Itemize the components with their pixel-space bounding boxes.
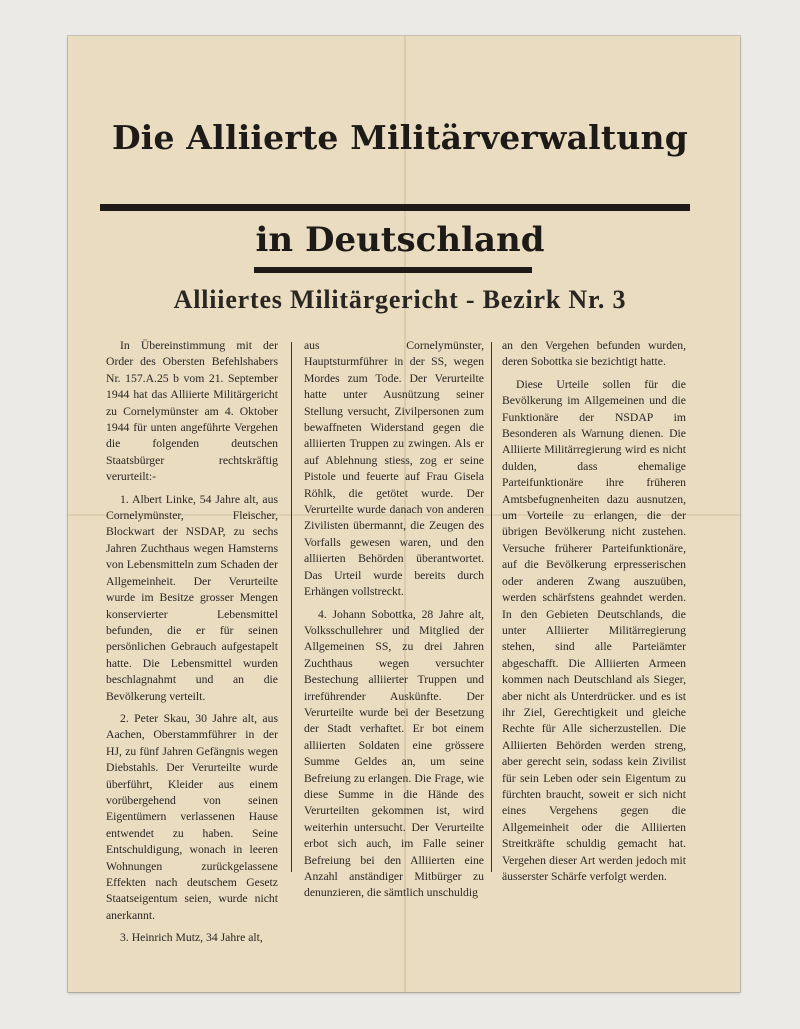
verdict-4-paragraph-continued: an den Vergehen befunden wurden, deren Sobottka sie bezichtigt hatte. [502,339,686,369]
document-subtitle: Alliiertes Militärgericht - Bezirk Nr. 3 [173,285,627,314]
text-column-3 [502,338,686,891]
verdict-1-paragraph: 1. Albert Linke, 54 Jahre alt, aus Cornelymünster, Fleischer, Blockwart der NSDAP, zu sechs Jahren Zuchthaus wegen Hamsterns von Lebensmitteln zum Schaden der Allgemeinheit. Der Verurteilte wurde im Besitze grosser Mengen konservierter Lebensmittel befunden, die er für seinen persönlichen Gebrauch aufgestapelt hatte. Die Lebensmittel wurden beschlagnahmt und an die Bevölkerung verteilt. [106,492,278,703]
document-title-line-2: in Deutschland [255,220,545,260]
document-title: Die Alliierte Militärverwaltung [111,118,689,157]
verdict-4-paragraph: 4. Johann Sobottka, 28 Jahre alt, Volksschullehrer und Mitglied der Allgemeinen SS, zu drei Jahren Zuchthaus wegen versuchter Bestechung alliierter Truppen und irreführender Auskünfte. Der Verurteilte wurde bei der Besetzung der Stadt verhaftet. Er bot einem alliierten Soldaten eine grössere Summe Geldes an, um seine Befreiung zu erlangen. Die Frage, wie diese Summe in die Hände des Verurteilten gekommen ist, wird weiterhin untersucht. Der Verurteilte erbot sich auch, im Falle seiner Befreiung bei den Alliierten eine Anzahl anständiger Mitbürger zu denunzieren, die sämtlich unschuldig [304,607,484,900]
column-divider-1 [291,342,292,872]
verdict-3-paragraph-start: 3. Heinrich Mutz, 34 Jahre alt, [120,931,263,945]
text-column-1 [106,338,278,953]
verdict-3-paragraph-continued: aus Cornelymünster, Hauptsturmführer in der SS, wegen Mordes zum Tode. Der Verurteilte hatte unter Ausnützung seiner Stellung versucht, Zivilpersonen zum bewaffneten Widerstand gegen die alliierten Truppen zu zwingen. Als er auf Ablehnung stiess, zog er seine Pistole und feuerte auf Frau Gisela Röhlk, die getötet wurde. Der Verurteilte wurde danach von anderen Zivilisten übermannt, die Zeugen des Vorfalls gewesen waren, und den alliierten Behörden überantwortet. Das Urteil wurde bereits durch Erhängen vollstreckt. [304,339,484,599]
text-column-2 [304,338,484,908]
warning-paragraph: Diese Urteile sollen für die Bevölkerung im Allgemeinen und die Funktionäre der NSDAP im Besonderen als Warnung dienen. Die Alliierte Militärregierung wird es nicht dulden, dass ehemalige Parteifunktionäre ihre früheren Amtsbefugnenheiten dazu ausnutzen, um Vorteile zu erlangen, die der übrigen Bevölkerung nicht zustehen. Versuche früherer Parteifunktionäre, auf die Bevölkerung erpresserischen oder anderen Zwang auszuüben, werden schärfstens geahndet werden. In den Gebieten Deutschlands, die unter Alliierter Militärregierung stehen, sind alle Parteiämter abgeschafft. Die Alliierten Armeen kommen nach Deutschland als Sieger, aber nicht als Unterdrücker. und es ist ihr Ziel, Gerechtigkeit und gleiche Rechte für Alle sicherzustellen. Die Alliierten Behörden werden streng, aber gerecht sein, sodass kein Zivilist für sein Leben oder sein Eigentum zu fürchten braucht, soweit er sich nicht eines Vergehens gegen die Allgemeinheit oder die Alliierten Streitkräfte schuldig gemacht hat. Vergehen dieser Art werden jedoch mit äusserster Schärfe verfolgt werden. [502,377,686,883]
intro-paragraph: In Übereinstimmung mit der Order des Obersten Befehlshabers Nr. 157.A.25 b vom 21. September 1944 hat das Alliierte Militärgericht zu Cornelymünster am 4. Oktober 1944 für unten angeführte Vergehen die folgenden deutschen Staatsbürger rechtskräftig verurteilt:- [106,339,278,484]
title-underline-2 [254,267,532,273]
verdict-2-paragraph: 2. Peter Skau, 30 Jahre alt, aus Aachen, Oberstammführer in der HJ, zu fünf Jahren Gefängnis wegen Diebstahls. Der Verurteilte wurde überführt, Kleider aus einem vorübergehend von seinen Eigentümern verlassenen Hause entwendet zu haben. Seine Entschuldigung, wonach in leeren Wohnungen zurückgelassene Effekten nach deutschem Gesetz Staatseigentum seien, wurde nicht anerkannt. [106,711,278,922]
title-underline [100,204,690,211]
column-divider-2 [491,342,492,872]
